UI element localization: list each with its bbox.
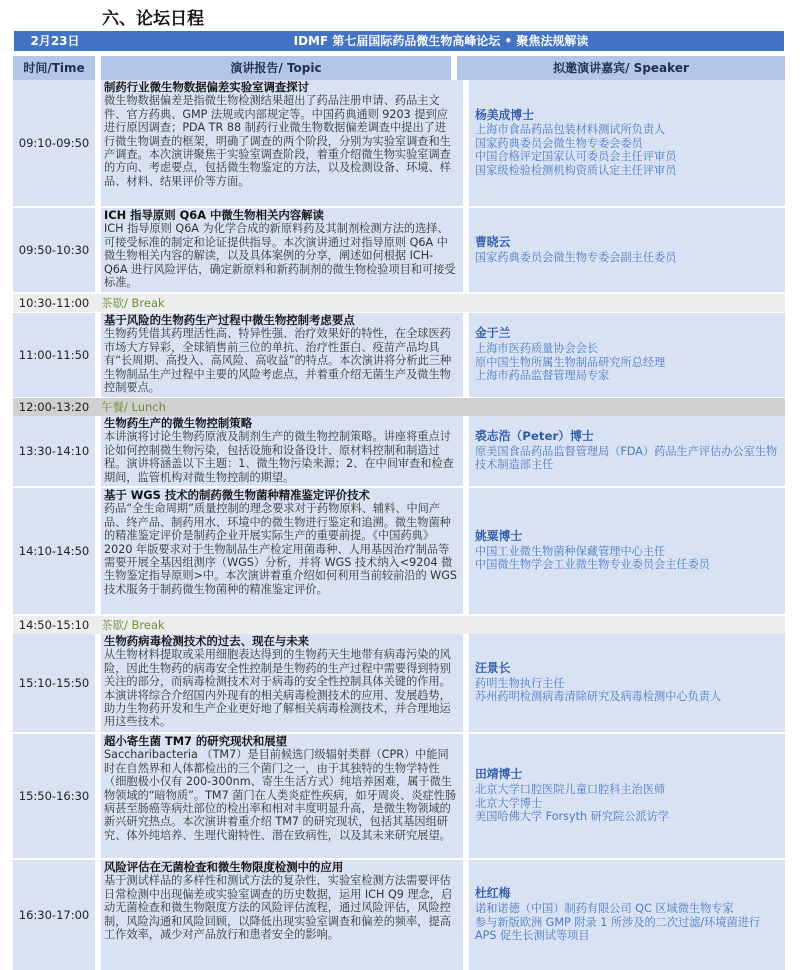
session-row [13, 208, 785, 292]
speaker-affil: 美国哈佛大学 Forsyth 研究院公派访学 [475, 810, 669, 824]
break-row [13, 294, 785, 312]
speaker-affil: 诺和诺德（中国）制药有限公司 QC 区域微生物专家 [475, 901, 734, 915]
topic-desc: 微生物数据偏差是指微生物检测结果超出了药品注册申请、药品主文件、官方药典、GMP 法规或内部规定等。中国药典通则 9203 提到应进行原因调查；PDA TR 88 制药行业微生物数据偏差调查中提出了进行微生物调查的框架，明确了调查的两个阶段，分别为实验室调查和生产调查。本次演讲聚焦于实验室调查阶段，着重介绍微生物实验室调查的方向、考虑要点，包括微生物鉴定的方法，以及检测设备、环境、样品、材料、结果评价等方面。 [104, 94, 451, 188]
session-topic [101, 860, 463, 970]
topic-desc: ICH 指导原则 Q6A 为化学合成的新原料药及其制剂检测方法的选择、可接受标准的制定和论证提供指导。本次演讲通过对指导原则 Q6A 中微生物相关内容的解读，以及具体案例的分享，阐述如何根据 ICH-Q6A 进行风险评估，确定新原料和新药制剂的微生物检验项目和可接受标准。 [104, 222, 456, 290]
speaker-cell [469, 734, 785, 858]
session-topic [101, 313, 463, 397]
session-row [13, 416, 785, 486]
session-row [13, 860, 785, 970]
topic-title: 风险评估在无菌检查和微生物限度检测中的应用 [104, 860, 344, 874]
session-time: 14:10-14:50 [13, 488, 95, 614]
break-row [13, 616, 785, 634]
speaker-name: 杜红梅 [475, 886, 511, 901]
speaker-affil: 上海市食品药品包装材料测试所负责人 [475, 123, 666, 137]
speaker-affil: 国家级检验检测机构资质认定主任评审员 [475, 163, 677, 177]
session-topic [101, 80, 463, 206]
session-row [13, 313, 785, 397]
forum-date: 2月23日 [30, 34, 80, 48]
header-topic: 演讲报告/ Topic [101, 56, 451, 80]
speaker-cell [469, 416, 785, 486]
break-time: 12:00-13:20 [18, 400, 90, 414]
topic-desc: 本讲演将讨论生物药原液及制剂生产的微生物控制策略。讲座将重点讨论如何控制微生物污染，包括设施和设备设计、原材料控制和制造过程。演讲将涵盖以下主题：1、微生物污染来源；2、在中间审查和检查期间，监管机构对微生物控制的期望。 [104, 430, 454, 484]
forum-band [13, 30, 785, 52]
speaker-affil: 苏州药明检测病毒清除研究及病毒检测中心负责人 [475, 690, 722, 704]
session-time: 15:50-16:30 [13, 734, 95, 858]
speaker-cell [469, 488, 785, 614]
topic-title: 制药行业微生物数据偏差实验室调查探讨 [104, 80, 310, 94]
topic-desc: Saccharibacteria （TM7）是目前候选门级辐射类群（CPR）中能同时在自然界和人体都检出的三个菌门之一，由于其独特的生物学特性（细胞极小仅有 200-300nm、寄生生活方式）纯培养困难，属于微生物领域的“暗物质”。TM7 菌门在人类炎症性疾病，如牙周炎、炎症性肠病甚至肠癌等病灶部位的检出率和相对丰度明显升高，是微生物领域的新兴研究热点。本次演讲着重介绍 TM7 的研究现状，包括其基因组研究、体外纯培养、生理代谢特性、潜在致病性，以及其未来研究展望。 [104, 748, 457, 842]
speaker-name: 杨美成博士 [475, 107, 534, 122]
break-label: 茶歇/ Break [101, 618, 165, 632]
speaker-name: 田靖博士 [475, 767, 523, 782]
topic-title: ICH 指导原则 Q6A 中微生物相关内容解读 [104, 208, 324, 222]
break-time: 10:30-11:00 [18, 296, 90, 310]
topic-title: 生物药生产的微生物控制策略 [104, 416, 253, 430]
speaker-affil: 国家药典委员会微生物专委会副主任委员 [475, 250, 677, 264]
session-row [13, 488, 785, 614]
break-label: 茶歇/ Break [101, 296, 165, 310]
session-topic [101, 416, 463, 486]
speaker-affil: 中国微生物学会工业微生物专业委员会主任委员 [475, 558, 710, 572]
speaker-cell [469, 860, 785, 970]
topic-title: 生物药病毒检测技术的过去、现在与未来 [104, 634, 310, 648]
speaker-cell [469, 313, 785, 397]
header-speaker: 拟邀演讲嘉宾/ Speaker [457, 56, 785, 80]
topic-title: 基于 WGS 技术的制药微生物菌种精准鉴定评价技术 [104, 488, 370, 502]
session-time: 16:30-17:00 [13, 860, 95, 970]
topic-title: 超小寄生菌 TM7 的研究现状和展望 [104, 734, 288, 748]
speaker-affil: 原美国食品药品监督管理局（FDA）药品生产评估办公室生物技术制造部主任 [475, 444, 778, 472]
session-time: 09:10-09:50 [13, 80, 95, 206]
break-time: 14:50-15:10 [18, 618, 90, 632]
speaker-affil: 中国工业微生物菌种保藏管理中心主任 [475, 544, 666, 558]
header-time: 时间/Time [13, 56, 95, 80]
speaker-cell [469, 634, 785, 732]
speaker-cell [469, 80, 785, 206]
speaker-affil: 参与新版欧洲 GMP 附录 1 所涉及的二次过滤/环境菌进行 APS 促生长测试等项目 [475, 915, 761, 943]
speaker-cell [469, 208, 785, 292]
session-time: 15:10-15:50 [13, 634, 95, 732]
speaker-affil: 原中国生物所属生物制品研究所总经理 [475, 355, 666, 369]
speaker-name: 姚粟博士 [475, 529, 523, 544]
speaker-affil: 国家药典委员会微生物专委会委员 [475, 136, 643, 150]
session-time: 09:50-10:30 [13, 208, 95, 292]
topic-desc: 生物药凭借其药理活性高、特异性强、治疗效果好的特性，在全球医药市场大方异彩，全球销售前三位的单抗、治疗性蛋白、疫苗产品均具有“长周期、高投入、高风险、高收益”的特点。本次演讲将分析此三种生物制品生产过程中主要的风险考虑点，并着重介绍无菌生产及微生物控制要点。 [104, 327, 452, 395]
speaker-affil: 上海市药品监督管理局专家 [475, 369, 610, 383]
session-time: 11:00-11:50 [13, 313, 95, 397]
speaker-affil: 上海市医药质量协会会长 [475, 341, 599, 355]
session-row [13, 80, 785, 206]
topic-desc: 基于测试样品的多样性和测试方法的复杂性，实验室检测方法需要评估日常检测中出现偏差或实验室调查的历史数据，运用 ICH Q9 理念，启动无菌检查和微生物限度方法的风险评估流程，通过风险评估，风险控制，风险沟通和风险回顾，以降低出现实验室调查和偏差的频率，提高工作效率，减少对产品放行和患者安全的影响。 [104, 874, 453, 942]
speaker-affil: 中国合格评定国家认可委员会主任评审员 [475, 150, 677, 164]
lunch-row [13, 398, 785, 416]
session-row [13, 734, 785, 858]
speaker-name: 裘志浩（Peter）博士 [475, 429, 594, 444]
topic-desc: 从生物材料提取或采用细胞表达得到的生物药天生地带有病毒污染的风险，因此生物药的病毒安全性控制是生物药的生产过程中需要得到特别关注的部分，而病毒检测技术对于病毒的安全性控制具体关键的作用。本演讲将综合介绍国内外现有的相关病毒检测技术的应用、发展趋势，助力生物药开发和生产企业更好地了解相关病毒检测技术，并合理地运用这些技术。 [104, 648, 451, 729]
speaker-name: 汪景长 [475, 661, 511, 676]
session-topic [101, 208, 463, 292]
session-topic [101, 734, 463, 858]
break-label: 午餐/ Lunch [101, 400, 166, 414]
session-topic [101, 488, 463, 614]
speaker-affil: 北京大学博士 [475, 796, 543, 810]
speaker-name: 金于兰 [475, 326, 511, 341]
forum-title: IDMF 第七届国际药品微生物高峰论坛 • 聚焦法规解读 [293, 34, 589, 48]
session-row [13, 634, 785, 732]
topic-desc: 药品“全生命周期”质量控制的理念要求对于药物原料、辅料、中间产品、终产品、制药用水、环境中的微生物进行鉴定和追溯。微生物菌种的精准鉴定评价是制药企业开展实际生产的重要前提。《中国药典》2020 年版要求对于生物制品生产检定用菌毒种、人用基因治疗制品等需要开展全基因组测序（WGS）分析，并将 WGS 技术纳入<9204 微生物鉴定指导原则>中。本次演讲着重介绍如何利用当前较前沿的 WGS 技术服务于制药微生物菌种的精准鉴定评价。 [104, 502, 458, 596]
speaker-affil: 北京大学口腔医院儿童口腔科主治医师 [475, 782, 666, 796]
speaker-affil: 药明生物执行主任 [475, 676, 565, 690]
section-title: 六、论坛日程 [102, 9, 204, 29]
session-time: 13:30-14:10 [13, 416, 95, 486]
session-topic [101, 634, 463, 732]
topic-title: 基于风险的生物药生产过程中微生物控制考虑要点 [104, 313, 355, 327]
speaker-name: 曹晓云 [475, 234, 511, 249]
